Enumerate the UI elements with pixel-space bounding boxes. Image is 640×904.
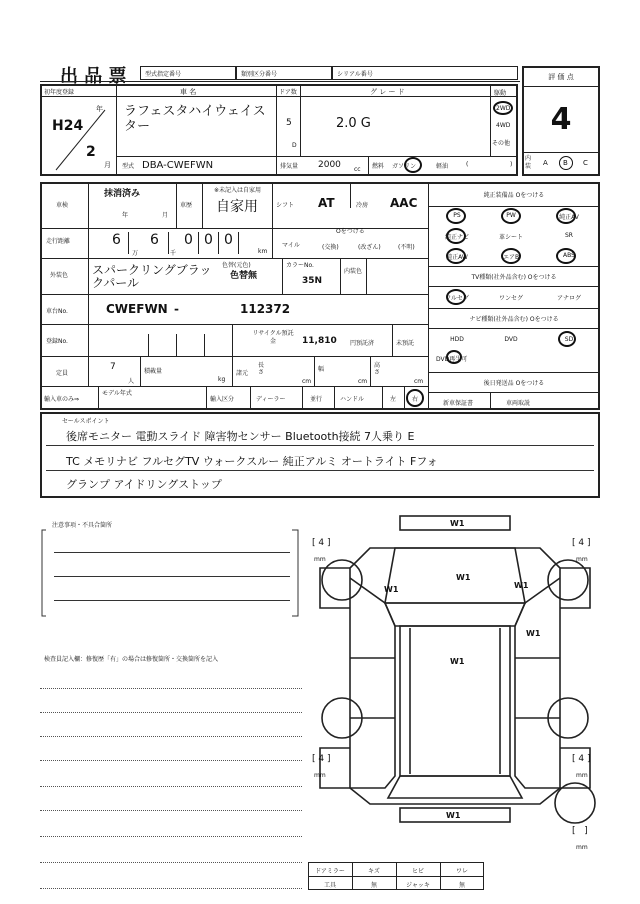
legend-scratch: キズ (368, 868, 380, 875)
fuel-gas-circle (404, 157, 422, 173)
width-cm: cm (358, 378, 368, 385)
tread-rr: [ 4 ] (572, 754, 591, 764)
dvd-play: DVD再生可 (436, 356, 468, 363)
man-unit: 万 (132, 250, 139, 257)
displacement-value: 2000 (318, 160, 341, 170)
height-cm: cm (414, 378, 424, 385)
damage-mark-right-door: W1 (526, 629, 541, 638)
damage-mark-hood: W1 (456, 573, 471, 582)
interior-b: B (563, 159, 568, 167)
equip-aw-circle (446, 248, 466, 264)
car-name-label: 車 名 (180, 88, 197, 96)
tread-rl-mm: mm (314, 772, 326, 779)
kg-unit: kg (218, 376, 226, 383)
color-no: 35N (302, 276, 323, 286)
capacity-value: 7 (110, 362, 116, 372)
interior-c: C (583, 159, 588, 167)
load-label: 積載量 (144, 368, 163, 375)
width-label: 幅 (318, 366, 325, 373)
aircon-value: AAC (390, 196, 418, 210)
legend-tools: 工具 (323, 882, 336, 889)
equip-navi: 純正ナビ (444, 234, 469, 241)
fuel-gas: ガソリン (392, 163, 417, 170)
repaint-value: 色替無 (230, 271, 258, 281)
tread-rr-value: 4 (578, 754, 585, 764)
navi-title: ナビ種類(社外品含む) Oをつける (469, 316, 559, 323)
interior-a: A (543, 159, 548, 167)
mileage-modified: (改ざん) (358, 244, 381, 251)
mileage-mark-note: Oをつける (336, 228, 365, 235)
shaken-label: 車検 (56, 202, 69, 209)
tv-oneseg: ワンセグ (498, 295, 523, 302)
inspector-label: 検査員記入欄：修復歴「有」の場合は修復箇所・交換箇所を記入 (44, 656, 219, 663)
legend-tools-value: 無 (370, 882, 377, 889)
interior-box (522, 152, 600, 176)
car-diagram (300, 508, 610, 856)
chassis-label: 車台No. (46, 308, 68, 315)
model-cert-label: 型式指定番号 (145, 71, 182, 78)
equip-sr: SR (565, 232, 573, 239)
later-manual: 車両取説 (505, 400, 530, 407)
legend-crack: ヒビ (411, 868, 424, 875)
tv-fullseg: フルセグ (445, 295, 469, 302)
handle-left: 左 (390, 396, 397, 403)
dvd-play-circle (446, 350, 462, 364)
tread-fl-mm: mm (314, 556, 326, 563)
chassis-prefix: CWEFWN (106, 302, 168, 316)
year-label: 年 (96, 105, 103, 113)
repaint-label: 色替(元色) (222, 262, 251, 269)
fuel-paren-close: ) (510, 161, 513, 168)
drive-other: その他 (492, 140, 511, 147)
drive-2wd: 2WD (496, 105, 511, 112)
import-div-label: 輸入区分 (210, 396, 235, 403)
mileage-digit-3: 0 (184, 232, 193, 248)
caution-bracket (40, 528, 302, 618)
model-cert-field[interactable] (140, 66, 236, 80)
history-note: ※未記入は自家用 (214, 187, 262, 194)
drive-2wd-circle (493, 101, 513, 115)
shift-label: シフト (276, 202, 295, 209)
interior-label: 内装 (525, 155, 532, 170)
serial-field[interactable] (332, 66, 518, 80)
first-reg-era: H24 (52, 118, 84, 134)
navi-dvd: DVD (504, 336, 518, 343)
legend-mirror: ドアミラー (315, 868, 345, 875)
tread-fr: [ 4 ] (572, 538, 591, 548)
damage-mark-roof: W1 (450, 657, 465, 666)
damage-mark-rear-bumper: W1 (446, 811, 461, 820)
mileage-digit-4: 0 (204, 232, 213, 248)
cc-unit: cc (354, 166, 361, 173)
sales-points-label: セールスポイント (62, 418, 110, 425)
import-label: 輸入車のみ⇒ (44, 396, 80, 403)
mileage-label: 走行距離 (46, 238, 71, 245)
mileage-exchange: (交換) (322, 244, 339, 251)
page-title: 出 品 票 (60, 66, 127, 87)
tread-fr-mm: mm (576, 556, 588, 563)
model-value: DBA-CWEFWN (142, 160, 214, 171)
handle-right: 右 (412, 396, 419, 403)
month-label: 月 (104, 161, 111, 169)
tread-spare-mm: mm (576, 844, 588, 851)
capacity-label: 定員 (56, 370, 69, 377)
tread-fr-value: 4 (578, 538, 585, 548)
handle-label: ハンドル (340, 396, 365, 403)
tv-fullseg-circle (446, 289, 466, 305)
equip-airbag-circle (501, 248, 521, 264)
score-value: 4 (550, 102, 572, 137)
interior-color-label: 内装色 (344, 268, 363, 275)
interior-b-circle (559, 156, 573, 170)
equip-ps-circle (446, 208, 466, 224)
equip-av: 純正AV (559, 214, 579, 221)
category-label: 類別区分番号 (241, 71, 278, 78)
grade-value: 2.0 G (336, 116, 371, 131)
mile-label: マイル (282, 242, 300, 249)
dealer-option: ディーラー (256, 396, 286, 403)
navi-sd-circle (558, 331, 576, 347)
tread-rl-value: 4 (318, 754, 325, 764)
tread-rr-mm: mm (576, 772, 588, 779)
tread-spare: [ ] (572, 826, 588, 836)
shaken-year: 年 (122, 212, 129, 219)
model-year-label: モデル年式 (102, 390, 132, 397)
model-label: 型式 (122, 163, 135, 170)
equip-av-circle (556, 208, 576, 224)
reg-no-label: 登録No. (46, 338, 68, 345)
km-unit: km (258, 248, 268, 255)
category-field[interactable] (236, 66, 332, 80)
mileage-digit-5: 0 (224, 232, 233, 248)
later-title: 後日発送品 Oをつける (483, 380, 545, 387)
handle-right-circle (406, 389, 424, 407)
color-no-label: カラーNo. (286, 262, 314, 269)
equip-abs-circle (556, 248, 576, 264)
tread-rl: [ 4 ] (312, 754, 331, 764)
drive-label: 駆動 (494, 90, 507, 97)
mileage-unknown: (不明) (398, 244, 415, 251)
tv-analog: アナログ (556, 295, 581, 302)
equip-leather: 革シート (498, 234, 523, 241)
damage-mark-right-front: W1 (514, 581, 529, 590)
navi-hdd: HDD (450, 336, 464, 343)
equip-airbag: エアB (502, 254, 520, 261)
equip-navi-circle (446, 228, 466, 244)
chassis-no: 112372 (240, 302, 291, 316)
equip-abs: ABS (563, 252, 575, 259)
tread-fl-value: 4 (318, 538, 325, 548)
shaken-month: 月 (162, 212, 169, 219)
dims-label: 諸元 (236, 370, 249, 377)
caution-label: 注意事項・不具合箇所 (52, 522, 113, 529)
legend-jack-value: 無 (458, 882, 465, 889)
length-cm: cm (302, 378, 312, 385)
sales-line-1: 後席モニター 電動スライド 障害物センサー Bluetooth接続 7人乗り E (66, 430, 415, 443)
sales-line-3: グランプ アイドリングストップ (66, 478, 222, 491)
history-label: 車歴 (180, 202, 193, 209)
damage-mark-left-front: W1 (384, 585, 399, 594)
equip-pw-circle (501, 208, 521, 224)
tread-fl: [ 4 ] (312, 538, 331, 548)
doors-label: ドア数 (279, 89, 297, 96)
fuel-diesel: 軽油 (436, 163, 449, 170)
title-underline (40, 81, 520, 82)
mileage-digit-2: 6 (150, 232, 159, 248)
person-unit: 人 (128, 378, 135, 385)
grade-label: グ レ ー ド (370, 88, 405, 96)
legend-jack: ジャッキ (406, 882, 430, 889)
recycle-label: リサイクル預託金 (252, 330, 294, 345)
shift-value: AT (318, 196, 335, 210)
sen-unit: 千 (170, 250, 177, 257)
tv-title: TV種類(社外品含む) Oをつける (471, 274, 557, 281)
history-value: 自家用 (216, 199, 258, 215)
mileage-digit-1: 6 (112, 232, 121, 248)
color-label: 外装色 (50, 272, 69, 279)
doors-value: 5 (286, 118, 292, 128)
recycle-unpaid: 未預託 (396, 340, 415, 347)
navi-sd: SD (564, 336, 574, 343)
shaken-value: 抹消済み (104, 189, 141, 199)
fuel-paren-open: ( (466, 161, 469, 168)
door-suffix: D (292, 142, 297, 149)
recycle-paid: 円預託済 (350, 340, 375, 347)
equip-pw: PW (506, 212, 516, 219)
equip-ps: PS (453, 212, 461, 219)
equip-aw: 純正AW (446, 254, 468, 261)
first-reg-month: 2 (86, 144, 96, 160)
sales-line-2: TC メモリナビ フルセグTV ウォークスルー 純正アルミ オートライト Fフォ (66, 455, 438, 468)
legend-break: ワレ (455, 868, 468, 875)
fuel-label: 燃料 (372, 163, 385, 170)
first-reg-slash (50, 100, 112, 174)
serial-label: シリアル番号 (337, 71, 373, 78)
first-reg-label: 初年度登録 (44, 89, 75, 96)
damage-mark-front-bumper: W1 (450, 519, 465, 528)
length-label: 長さ (258, 362, 265, 376)
height-label: 高さ (374, 362, 381, 376)
equipment-title: 純正装備品 Oをつける (483, 192, 545, 199)
aircon-label: 冷房 (356, 202, 369, 209)
car-name: ラフェスタハイウェイスター (124, 104, 266, 134)
later-warranty: 新車保証書 (442, 400, 473, 407)
chassis-dash: - (174, 302, 179, 316)
recycle-value: 11,810 (302, 336, 337, 346)
parallel-option: 並行 (310, 396, 323, 403)
drive-4wd: 4WD (496, 122, 511, 129)
score-label: 評 価 点 (548, 73, 574, 81)
displacement-label: 排気量 (280, 163, 299, 170)
color-value: スパークリングブラックパール (92, 263, 212, 290)
